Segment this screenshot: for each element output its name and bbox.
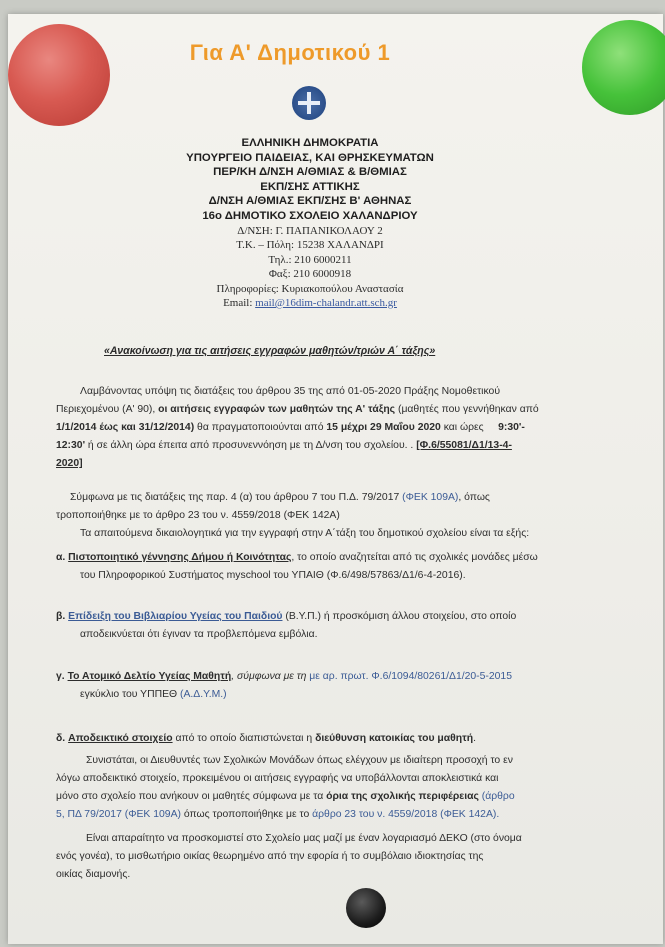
header-line: ΥΠΟΥΡΓΕΙΟ ΠΑΙΔΕΙΑΣ, ΚΑΙ ΘΡΗΣΚΕΥΜΑΤΩΝ <box>186 151 434 164</box>
school-contact: Πληροφορίες: Κυριακοπούλου Αναστασία <box>216 282 404 295</box>
paragraph-residence-proof: Συνιστάται, οι Διευθυντές των Σχολικών Μονάδων όπως ελέγχουν με ιδιαίτερη προσοχή το εν λόγω αποδεικτικό στοιχείο, προκειμένου οι αιτήσεις εγγραφής να υποβάλλονται αποκλειστικά και μόνο στο σχολείο που ανήκουν οι μαθητές σύμφωνα με τα όρια της σχολικής περιφέρειας (άρθρο 5, ΠΔ 79/2017 (ΦΕΚ 109Α) όπως τροποποιήθηκε με το άρθρο 23 του ν. 4559/2018 (ΦΕΚ 142Α). <box>56 755 515 820</box>
school-postal: Τ.Κ. – Πόλη: 15238 ΧΑΛΑΝΔΡΙ <box>236 239 384 252</box>
paragraph-documents: Είναι απαραίτητο να προσκομιστεί στο Σχολείο μας μαζί με έναν λογαριασμό ΔΕΚΟ (στο όνομα ενός γονέα), το μισθωτήριο οικίας θεωρημένο από την εφορία ή το συμβόλαιο ιδιοκτησίας της οικίας διαμονής. <box>56 833 522 880</box>
school-address: Δ/ΝΣΗ: Γ. ΠΑΠΑΝΙΚΟΛΑΟΥ 2 <box>237 224 383 237</box>
header-line: ΠΕΡ/ΚΗ Δ/ΝΣΗ Α/ΘΜΙΑΣ & Β/ΘΜΙΑΣ <box>213 166 407 179</box>
header-line: ΕΚΠ/ΣΗΣ ΑΤΤΙΚΗΣ <box>260 180 360 193</box>
school-email: Email: mail@16dim-chalandr.att.sch.gr <box>223 297 397 310</box>
announcement-title: «Ανακοίνωση για τις αιτήσεις εγγραφών μαθητών/τριών Α΄ τάξης» <box>104 345 436 357</box>
header-line: 16ο ΔΗΜΟΤΙΚΟ ΣΧΟΛΕΙΟ ΧΑΛΑΝΔΡΙΟΥ <box>202 209 418 222</box>
requirement-d: δ. Αποδεικτικό στοιχείο από το οποίο διαπιστώνεται η διεύθυνση κατοικίας του μαθητή. <box>56 733 477 744</box>
greek-emblem-icon <box>292 86 326 120</box>
requirement-c: γ. Το Ατομικό Δελτίο Υγείας Μαθητή, σύμφωνα με τη με αρ. πρωτ. Φ.6/1094/80261/Δ1/20-5-2015 εγκύκλιο του ΥΠΠΕΘ (Α.Δ.Υ.Μ.) <box>56 671 512 700</box>
header-line: ΕΛΛΗΝΙΚΗ ΔΗΜΟΚΡΑΤΙΑ <box>241 137 379 149</box>
header-line: Δ/ΝΣΗ Α/ΘΜΙΑΣ ΕΚΠ/ΣΗΣ Β' ΑΘΗΝΑΣ <box>208 195 412 208</box>
page-title: Για Α' Δημοτικού 1 <box>189 40 391 65</box>
paragraph-2: Σύμφωνα με τις διατάξεις της παρ. 4 (α) του άρθρου 7 του Π.Δ. 79/2017 (ΦΕΚ 109Α), όπως τροποποιήθηκε με το άρθρο 23 του ν. 4559/2018 (ΦΕΚ 142Α) Τα απαιτούμενα δικαιολογητικά για την εγγραφή στην Α΄τάξη του δημοτικού σχολείου είναι τα εξής: <box>56 492 530 539</box>
paragraph-1: Λαμβάνοντας υπόψη τις διατάξεις του άρθρου 35 της από 01-05-2020 Πράξης Νομοθετικού Περιεχομένου (Α' 90), οι αιτήσεις εγγραφών των μαθητών της Α' τάξης (μαθητές που γεννήθηκαν από 1/1/2014 έως και 31/12/2014) θα πραγματοποιούνται από 15 μέχρι 29 Μαΐου 2020 και ώρες 9:30'- 12:30' ή σε άλλη ώρα έπειτα από προσυνεννόηση με τη Δ/νση του σχολείου. . [Φ.6/55081/Δ1/13-4- 2020] <box>56 386 539 469</box>
requirement-b: β. Επίδειξη του Βιβλιαρίου Υγείας του Παιδιού (Β.Υ.Π.) ή προσκόμιση άλλου στοιχείου, στο οποίο αποδεικνύεται ότι έγιναν τα προβλεπόμενα εμβόλια. <box>56 611 517 640</box>
school-phone: Τηλ.: 210 6000211 <box>268 253 352 266</box>
school-fax: Φαξ: 210 6000918 <box>268 268 352 281</box>
email-link[interactable]: mail@16dim-chalandr.att.sch.gr <box>255 297 397 310</box>
school-header <box>160 136 460 311</box>
black-magnet <box>346 888 386 928</box>
requirement-a: α. Πιστοποιητικό γέννησης Δήμου ή Κοινότητας, το οποίο αναζητείται από τις σχολικές μονάδες μέσω του Πληροφορικού Συστήματος myschool του ΥΠΑΙΘ (Φ.6/498/57863/Δ1/6-4-2016). <box>56 552 538 581</box>
